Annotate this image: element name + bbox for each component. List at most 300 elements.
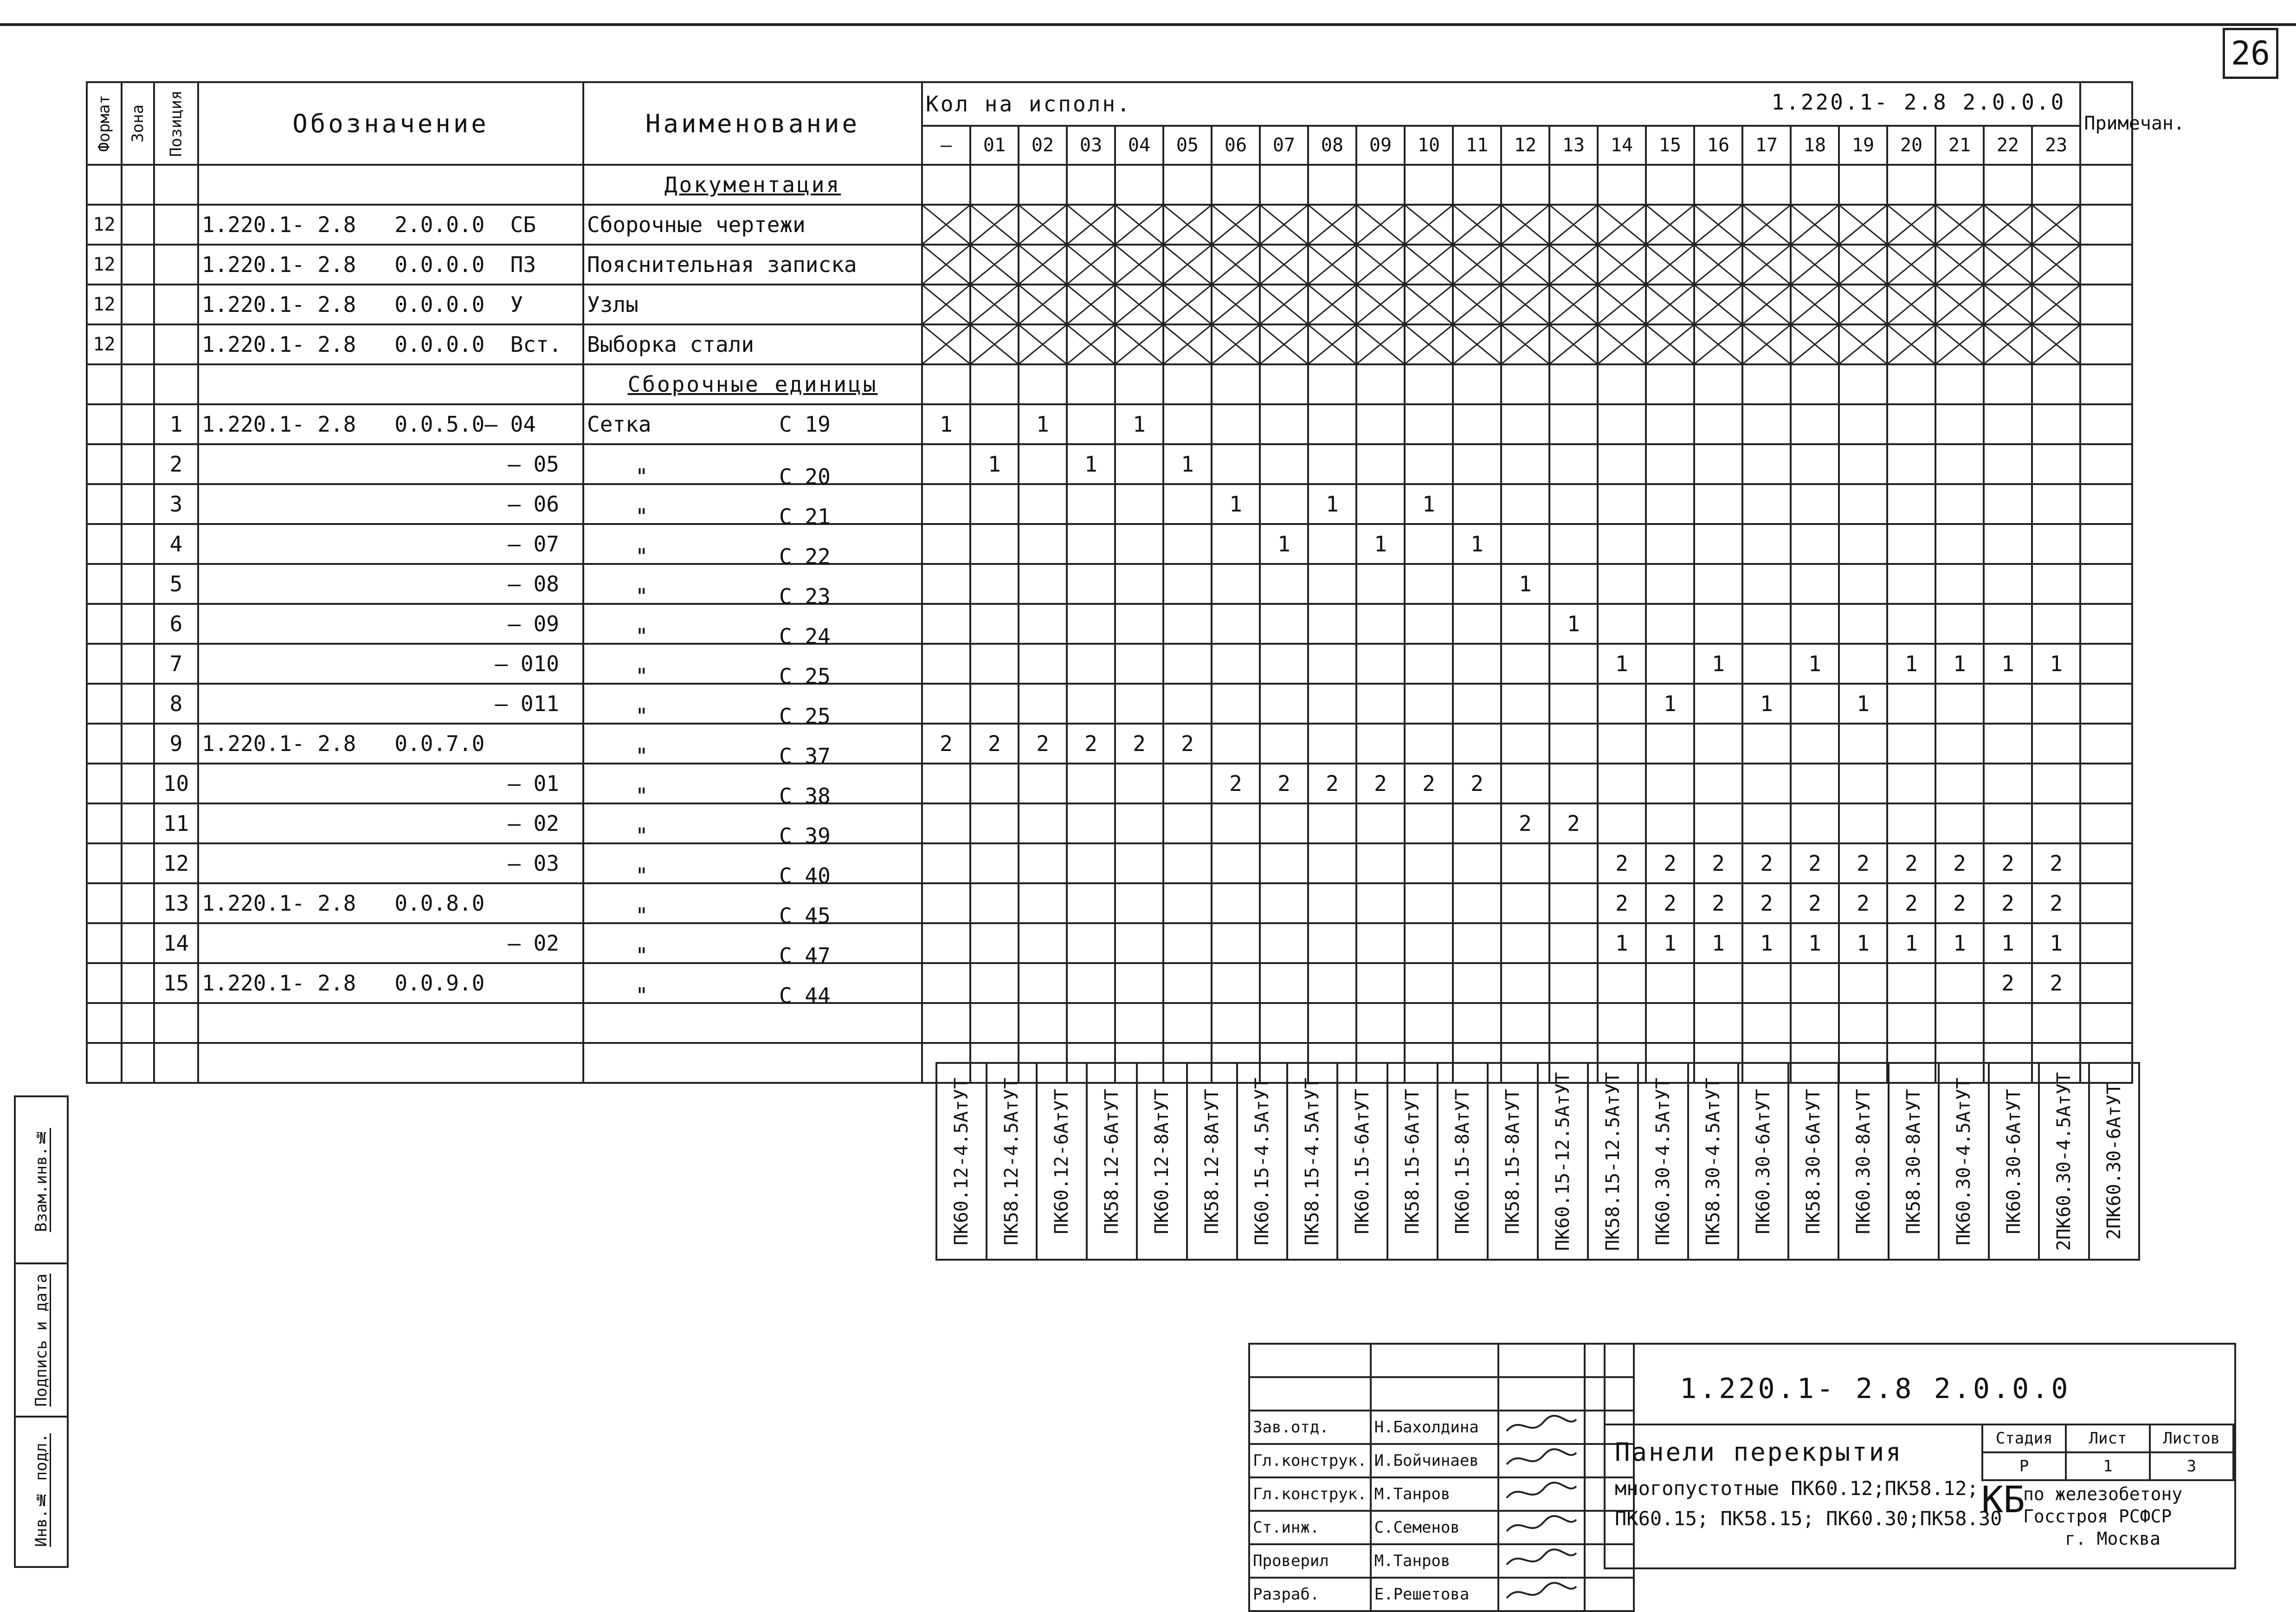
- qty-cell: [1646, 524, 1694, 564]
- designation-header: Обозначение: [198, 82, 583, 165]
- qty-cell: [2032, 1003, 2080, 1043]
- qty-cell: 2: [1791, 883, 1839, 923]
- qty-cell: [1742, 604, 1791, 644]
- zone-cell: [122, 843, 154, 883]
- qty-cell: 1: [1019, 404, 1067, 444]
- qty-cell: [1163, 165, 1212, 205]
- qty-cell: 2: [1598, 883, 1646, 923]
- qty-cell: 1: [2032, 923, 2080, 963]
- position-cell: 14: [154, 923, 198, 963]
- name-text: Выборка стали: [587, 332, 755, 357]
- product-label: ПК60.30-6АтУТ: [1753, 1088, 1774, 1234]
- qty-cell: [1453, 324, 1501, 364]
- qty-cell: [1742, 644, 1791, 684]
- name-text: Сборочные чертежи: [587, 212, 806, 237]
- qty-cell: [1791, 764, 1839, 803]
- qty-cell: [1356, 883, 1405, 923]
- qty-cell: [1019, 524, 1067, 564]
- qty-cell: [1212, 1003, 1260, 1043]
- qty-cell: [1742, 764, 1791, 803]
- name-text: ": [635, 664, 648, 689]
- qty-cell: [2032, 524, 2080, 564]
- designation-cell: — 03: [198, 843, 583, 883]
- product-label-cell: [1087, 1063, 1137, 1260]
- qty-cell: 1: [1598, 644, 1646, 684]
- qty-cell: 2: [1839, 843, 1887, 883]
- name-cell: [583, 724, 922, 769]
- qty-cell: 1: [1984, 644, 2032, 684]
- name-cell: [583, 963, 922, 1008]
- name-mark: С 23: [779, 584, 831, 609]
- qty-cell: [1115, 644, 1163, 684]
- name-text: ": [635, 823, 648, 848]
- qty-cell: [1356, 324, 1405, 364]
- name-cell: [583, 484, 922, 529]
- variant-header: 13: [1549, 126, 1598, 165]
- qty-cell: [970, 404, 1019, 444]
- qty-cell: 1: [1067, 444, 1115, 484]
- title-block: [1604, 1343, 2236, 1569]
- qty-cell: [1742, 444, 1791, 484]
- qty-cell: [922, 324, 970, 364]
- qty-cell: [1549, 484, 1598, 524]
- qty-cell: [1067, 764, 1115, 803]
- qty-cell: [2032, 684, 2080, 724]
- qty-cell: [1405, 604, 1453, 644]
- qty-cell: [1163, 285, 1212, 324]
- qty-cell: 2: [1453, 764, 1501, 803]
- qty-cell: [1453, 564, 1501, 604]
- qty-cell: [1356, 843, 1405, 883]
- qty-cell: 2: [1212, 764, 1260, 803]
- product-label-cell: [1939, 1063, 1989, 1260]
- qty-cell: [1019, 883, 1067, 923]
- qty-cell: 1: [1646, 684, 1694, 724]
- qty-cell: [1549, 1003, 1598, 1043]
- position-cell: [154, 1043, 198, 1083]
- signer-blank: [1371, 1377, 1498, 1411]
- qty-cell: [1453, 883, 1501, 923]
- qty-cell: 2: [1308, 764, 1356, 803]
- qty-cell: 1: [1646, 923, 1694, 963]
- qty-cell: 2: [1887, 883, 1935, 923]
- qty-cell: [1742, 245, 1791, 285]
- qty-cell: [1405, 883, 1453, 923]
- zone-cell: [122, 245, 154, 285]
- qty-cell: [2032, 764, 2080, 803]
- product-label: ПК60.30-8АтУТ: [1853, 1088, 1874, 1234]
- name-text: ": [635, 704, 648, 729]
- name-cell: [583, 883, 922, 928]
- name-cell: [583, 165, 922, 205]
- table-row: [87, 524, 2132, 564]
- qty-cell: [1598, 564, 1646, 604]
- name-text: Сетка: [587, 412, 651, 437]
- qty-cell: [922, 165, 970, 205]
- qty-cell: [1453, 803, 1501, 843]
- zone-cell: [122, 364, 154, 404]
- position-cell: 13: [154, 883, 198, 923]
- qty-cell: [1356, 963, 1405, 1003]
- signature-icon: [1502, 1479, 1581, 1505]
- note-cell: [2080, 444, 2132, 484]
- qty-cell: 1: [1887, 923, 1935, 963]
- qty-cell: [1212, 883, 1260, 923]
- table-row: [87, 364, 2132, 404]
- qty-cell: [970, 923, 1019, 963]
- qty-cell: [1453, 604, 1501, 644]
- qty-cell: [1212, 963, 1260, 1003]
- qty-cell: 2: [1791, 843, 1839, 883]
- qty-cell: [1115, 923, 1163, 963]
- product-label: ПК60.15-6АтУТ: [1352, 1088, 1373, 1234]
- note-cell: [2080, 524, 2132, 564]
- note-cell: [2080, 803, 2132, 843]
- format-cell: 12: [87, 285, 122, 324]
- qty-cell: [1308, 245, 1356, 285]
- qty-cell: [1453, 404, 1501, 444]
- format-cell: [87, 404, 122, 444]
- qty-cell: [1501, 644, 1549, 684]
- qty-cell: [1984, 564, 2032, 604]
- qty-cell: 2: [1694, 843, 1742, 883]
- qty-cell: [1308, 404, 1356, 444]
- format-cell: [87, 484, 122, 524]
- position-cell: [154, 364, 198, 404]
- name-header: Наименование: [583, 82, 922, 165]
- title-line-3: ПК60.15; ПК58.15; ПК60.30;ПК58.30: [1615, 1507, 2002, 1530]
- qty-cell: [1549, 285, 1598, 324]
- qty-cell: 1: [1501, 564, 1549, 604]
- note-cell: [2080, 245, 2132, 285]
- name-cell: [583, 324, 922, 364]
- position-cell: 11: [154, 803, 198, 843]
- qty-cell: [1742, 404, 1791, 444]
- qty-cell: [1308, 165, 1356, 205]
- qty-cell: [1839, 724, 1887, 764]
- qty-cell: [1935, 524, 1984, 564]
- qty-cell: [1694, 444, 1742, 484]
- qty-cell: [1405, 324, 1453, 364]
- note-cell: [2080, 764, 2132, 803]
- qty-cell: [1791, 963, 1839, 1003]
- qty-cell: [1260, 364, 1308, 404]
- qty-cell: 2: [1598, 843, 1646, 883]
- qty-cell: [1549, 684, 1598, 724]
- qty-cell: [1405, 285, 1453, 324]
- qty-cell: [1694, 1003, 1742, 1043]
- qty-cell: [1308, 843, 1356, 883]
- position-cell: 4: [154, 524, 198, 564]
- designation-cell: 1.220.1- 2.8 0.0.0.0 У: [198, 285, 583, 324]
- qty-cell: 2: [2032, 883, 2080, 923]
- designation-cell: — 02: [198, 923, 583, 963]
- qty-cell: [1405, 644, 1453, 684]
- org-line-3: г. Москва: [2065, 1528, 2161, 1549]
- qty-cell: [1453, 245, 1501, 285]
- designation-cell: 1.220.1- 2.8 0.0.5.0— 04: [198, 404, 583, 444]
- signers-table: [1248, 1343, 1635, 1612]
- qty-cell: [1742, 963, 1791, 1003]
- format-cell: [87, 883, 122, 923]
- product-label: ПК60.12-4.5АтУТ: [951, 1077, 972, 1245]
- note-cell: [2080, 564, 2132, 604]
- qty-cell: [1405, 364, 1453, 404]
- signer-row: [1249, 1544, 1634, 1578]
- qty-cell: [1019, 684, 1067, 724]
- position-cell: [154, 324, 198, 364]
- inventory-replace-cell: [16, 1097, 67, 1264]
- qty-cell: [1935, 684, 1984, 724]
- qty-cell: 1: [922, 404, 970, 444]
- variant-header: 10: [1405, 126, 1453, 165]
- product-label-cell: [1488, 1063, 1538, 1260]
- name-cell: [583, 364, 922, 404]
- qty-cell: [1067, 165, 1115, 205]
- variant-header: 02: [1019, 126, 1067, 165]
- qty-cell: [1163, 604, 1212, 644]
- name-mark: С 45: [779, 903, 831, 928]
- qty-cell: [1212, 404, 1260, 444]
- format-cell: [87, 764, 122, 803]
- signer-row: [1249, 1344, 1634, 1377]
- sheets-value: 3: [2150, 1452, 2233, 1480]
- table-row: [87, 883, 2132, 923]
- format-cell: [87, 843, 122, 883]
- qty-cell: [1115, 564, 1163, 604]
- qty-cell: [1984, 404, 2032, 444]
- stage-label: Стадия: [1982, 1424, 2066, 1452]
- name-mark: С 19: [779, 412, 831, 437]
- signature-icon: [1502, 1513, 1581, 1539]
- variant-header: 20: [1887, 126, 1935, 165]
- format-header: Формат: [87, 82, 122, 165]
- qty-cell: [1067, 843, 1115, 883]
- qty-cell: 1: [1935, 644, 1984, 684]
- qty-cell: 2: [1935, 843, 1984, 883]
- signer-name: М.Танров: [1371, 1477, 1498, 1511]
- position-cell: 7: [154, 644, 198, 684]
- qty-cell: [970, 684, 1019, 724]
- name-cell: [583, 564, 922, 609]
- qty-cell: [970, 484, 1019, 524]
- qty-cell: [970, 843, 1019, 883]
- qty-cell: 1: [1549, 604, 1598, 644]
- qty-cell: [1598, 324, 1646, 364]
- product-label-cell: [1187, 1063, 1237, 1260]
- product-label: ПК58.12-6АтУТ: [1101, 1088, 1122, 1234]
- qty-cell: [1260, 923, 1308, 963]
- qty-cell: [1984, 364, 2032, 404]
- position-cell: 5: [154, 564, 198, 604]
- qty-cell: [1260, 205, 1308, 245]
- qty-cell: [1067, 923, 1115, 963]
- qty-cell: 2: [1984, 843, 2032, 883]
- table-row: [87, 564, 2132, 604]
- title-line-2: многопустотные ПК60.12;ПК58.12;: [1615, 1477, 1979, 1500]
- qty-cell: [922, 843, 970, 883]
- qty-cell: [1405, 923, 1453, 963]
- qty-doc-code: 1.220.1- 2.8 2.0.0.0: [1771, 90, 2066, 115]
- qty-cell: [1308, 923, 1356, 963]
- qty-cell: [1791, 1003, 1839, 1043]
- qty-cell: [1742, 724, 1791, 764]
- product-label-cell: [936, 1063, 987, 1260]
- qty-cell: [1019, 324, 1067, 364]
- qty-cell: [1598, 684, 1646, 724]
- qty-cell: 2: [1356, 764, 1405, 803]
- qty-cell: [2032, 205, 2080, 245]
- product-labels: [935, 1062, 2140, 1261]
- qty-cell: [1501, 524, 1549, 564]
- name-text: ": [635, 903, 648, 928]
- name-cell: [583, 923, 922, 968]
- qty-cell: 2: [1260, 764, 1308, 803]
- qty-cell: [2032, 324, 2080, 364]
- qty-cell: [1694, 165, 1742, 205]
- name-cell: [583, 764, 922, 809]
- position-cell: 10: [154, 764, 198, 803]
- qty-cell: 2: [1984, 883, 2032, 923]
- qty-cell: [1453, 364, 1501, 404]
- qty-cell: [1935, 803, 1984, 843]
- signature-date-cell: [16, 1264, 67, 1418]
- qty-cell: [1212, 724, 1260, 764]
- qty-cell: [1791, 724, 1839, 764]
- qty-cell: [1646, 245, 1694, 285]
- qty-cell: [1742, 564, 1791, 604]
- qty-cell: 2: [1646, 843, 1694, 883]
- qty-cell: [970, 205, 1019, 245]
- designation-cell: — 09: [198, 604, 583, 644]
- qty-cell: [1308, 1003, 1356, 1043]
- qty-cell: 1: [1405, 484, 1453, 524]
- qty-cell: [1308, 324, 1356, 364]
- variant-header: 23: [2032, 126, 2080, 165]
- product-label: ПК60.30-4.5АтУТ: [1953, 1077, 1974, 1245]
- qty-cell: [1742, 484, 1791, 524]
- qty-cell: [1405, 1003, 1453, 1043]
- qty-cell: [1212, 923, 1260, 963]
- qty-cell: [1019, 285, 1067, 324]
- note-cell: [2080, 963, 2132, 1003]
- note-cell: [2080, 883, 2132, 923]
- qty-cell: [1887, 364, 1935, 404]
- qty-cell: [1453, 1003, 1501, 1043]
- qty-cell: [1694, 484, 1742, 524]
- qty-cell: [1356, 923, 1405, 963]
- variant-header: 21: [1935, 126, 1984, 165]
- qty-cell: 2: [2032, 843, 2080, 883]
- format-cell: 12: [87, 245, 122, 285]
- qty-cell: [1453, 843, 1501, 883]
- table-row: [87, 724, 2132, 764]
- qty-cell: [1260, 245, 1308, 285]
- qty-cell: [1260, 444, 1308, 484]
- qty-cell: [1067, 604, 1115, 644]
- table-row: [87, 285, 2132, 324]
- qty-cell: [2032, 724, 2080, 764]
- qty-cell: [1887, 764, 1935, 803]
- signer-role: Разраб.: [1249, 1578, 1371, 1611]
- variant-header: 16: [1694, 126, 1742, 165]
- name-cell: [583, 843, 922, 888]
- qty-cell: [1984, 524, 2032, 564]
- format-cell: [87, 604, 122, 644]
- qty-cell: [1356, 404, 1405, 444]
- table-row: [87, 923, 2132, 963]
- format-cell: [87, 963, 122, 1003]
- designation-cell: — 011: [198, 684, 583, 724]
- qty-cell: [2032, 285, 2080, 324]
- qty-cell: [1694, 604, 1742, 644]
- qty-cell: [1163, 524, 1212, 564]
- qty-cell: [1212, 644, 1260, 684]
- position-cell: 12: [154, 843, 198, 883]
- signer-role: Гл.конструк.: [1249, 1477, 1371, 1511]
- qty-cell: [1115, 684, 1163, 724]
- qty-cell: [1839, 963, 1887, 1003]
- zone-cell: [122, 404, 154, 444]
- qty-cell: 1: [1742, 923, 1791, 963]
- designation-cell: 1.220.1- 2.8 2.0.0.0 СБ: [198, 205, 583, 245]
- qty-cell: [1839, 444, 1887, 484]
- qty-cell: [1984, 684, 2032, 724]
- name-cell: [583, 684, 922, 729]
- qty-cell: [1839, 484, 1887, 524]
- qty-cell: [1598, 963, 1646, 1003]
- qty-cell: [1598, 524, 1646, 564]
- format-cell: [87, 1043, 122, 1083]
- product-label: 2ПК60.30-4.5АтУТ: [2053, 1072, 2075, 1251]
- stage-value: Р: [1982, 1452, 2066, 1480]
- note-cell: [2080, 843, 2132, 883]
- qty-cell: [1984, 245, 2032, 285]
- qty-cell: [1791, 564, 1839, 604]
- qty-cell: [1308, 604, 1356, 644]
- qty-cell: [1356, 484, 1405, 524]
- zone-cell: [122, 484, 154, 524]
- name-cell: [583, 444, 922, 489]
- qty-cell: [1019, 963, 1067, 1003]
- qty-cell: [1742, 285, 1791, 324]
- qty-cell: [1791, 205, 1839, 245]
- qty-cell: [1067, 1003, 1115, 1043]
- qty-cell: [1598, 724, 1646, 764]
- qty-cell: [1839, 205, 1887, 245]
- zone-cell: [122, 444, 154, 484]
- product-label-cell: [1688, 1063, 1738, 1260]
- zone-cell: [122, 1043, 154, 1083]
- qty-cell: [1356, 245, 1405, 285]
- note-cell: [2080, 404, 2132, 444]
- zone-cell: [122, 684, 154, 724]
- qty-cell: [1694, 724, 1742, 764]
- signature-scribble: [1498, 1511, 1585, 1544]
- qty-cell: [1260, 684, 1308, 724]
- qty-cell: 2: [1019, 724, 1067, 764]
- qty-cell: [1549, 404, 1598, 444]
- qty-cell: [922, 644, 970, 684]
- format-cell: [87, 923, 122, 963]
- note-cell: [2080, 205, 2132, 245]
- qty-cell: [1115, 205, 1163, 245]
- variant-header: 17: [1742, 126, 1791, 165]
- qty-cell: [1694, 764, 1742, 803]
- product-label-cell: [1237, 1063, 1287, 1260]
- qty-cell: 2: [1887, 843, 1935, 883]
- qty-cell: 2: [1067, 724, 1115, 764]
